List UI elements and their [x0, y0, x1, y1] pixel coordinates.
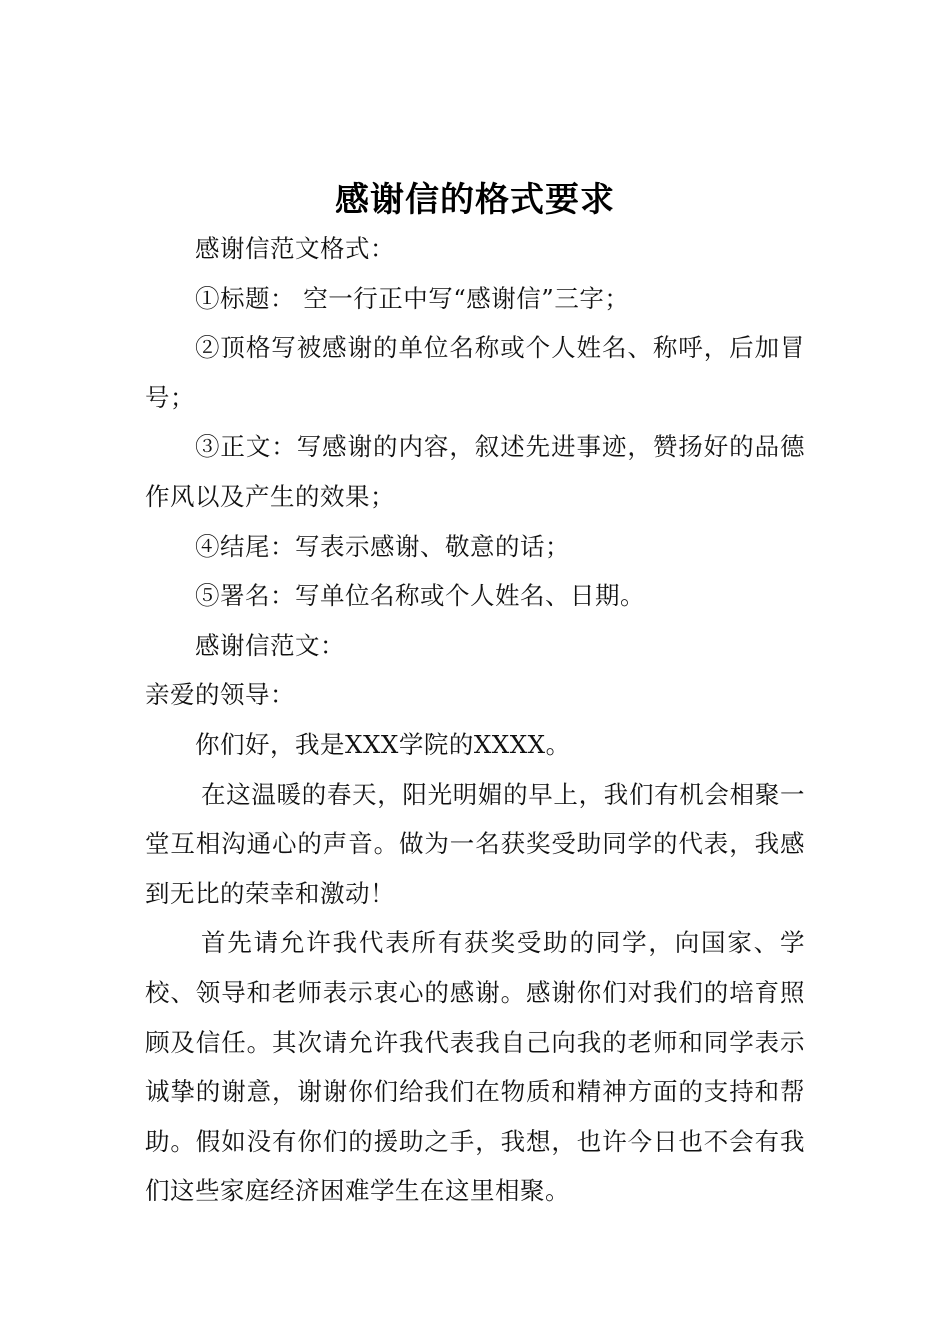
document-body	[145, 224, 805, 1216]
paragraph-format-heading: 感谢信范文格式：	[195, 234, 395, 263]
paragraph-salutation: 亲爱的领导：	[145, 680, 295, 710]
paragraph-body-2: 首先请允许我代表所有获奖受助的同学，向国家、学校、领导和老师表示衷心的感谢。感谢你们对我们的培育照顾及信任。其次请允许我代表我自己向我的老师和同学表示诚挚的谢意，谢谢你们给我们在物质和精神方面的支持和帮助。假如没有你们的援助之手，我想，也许今日也不会有我们这些家庭经济困难学生在这里相聚。	[145, 928, 805, 1206]
document-title: 感谢信的格式要求	[335, 180, 615, 220]
paragraph-item-2: ②顶格写被感谢的单位名称或个人姓名、称呼，后加冒号；	[145, 333, 805, 412]
paragraph-body-1: 在这温暖的春天，阳光明媚的早上，我们有机会相聚一堂互相沟通心的声音。做为一名获奖受助同学的代表，我感到无比的荣幸和激动！	[145, 779, 805, 908]
paragraph-greeting: 你们好，我是XXX学院的XXXX。	[195, 729, 571, 759]
paragraph-item-5: ⑤署名：写单位名称或个人姓名、日期。	[195, 581, 645, 611]
paragraph-item-3: ③正文：写感谢的内容，叙述先进事迹，赞扬好的品德作风以及产生的效果；	[145, 432, 805, 511]
paragraph-sample-heading: 感谢信范文：	[195, 630, 345, 660]
paragraph-item-1: ①标题： 空一行正中写“感谢信”三字；	[195, 283, 630, 313]
paragraph-item-4: ④结尾：写表示感谢、敬意的话；	[195, 531, 570, 561]
